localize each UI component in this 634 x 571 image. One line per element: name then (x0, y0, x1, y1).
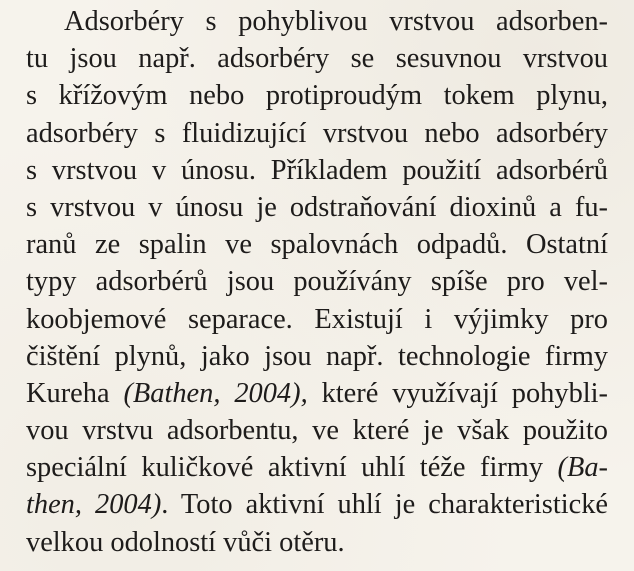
text-fragment: . Toto aktivní uhlí je charakteristické (161, 489, 609, 521)
text-line (26, 375, 608, 412)
text-line: typy adsorbérů jsou používány spíše pro vel- (26, 266, 608, 298)
text-line: ranů ze spalin ve spalovnách odpadů. Ostatní (26, 229, 608, 261)
text-line: tu jsou např. adsorbéry se sesuvnou vrstvou (26, 43, 608, 75)
text-line: s vrstvou v únosu. Příkladem použití adsorbérů (26, 154, 608, 186)
text-fragment: které využívají pohybli- (307, 377, 609, 409)
text-line: s vrstvou v únosu je odstraňování dioxinů a fu- (26, 191, 608, 223)
text-line: adsorbéry s fluidizující vrstvou nebo adsorbéry (26, 117, 608, 149)
text-line (26, 449, 608, 486)
text-line (26, 486, 608, 523)
citation: then, 2004) (26, 489, 162, 521)
text-fragment: speciální kuličkové aktivní uhlí téže firmy (26, 452, 558, 484)
citation: (Ba- (557, 452, 608, 484)
text-line: koobjemové separace. Existují i výjimky pro (26, 303, 608, 335)
citation: (Bathen, 2004), (123, 377, 308, 409)
text-line: čištění plynů, jako jsou např. technologie firmy (26, 340, 608, 372)
body-paragraph (26, 3, 608, 561)
text-line: velkou odolností vůči otěru. (26, 526, 345, 558)
text-line: s křížovým nebo protiproudým tokem plynu, (26, 80, 608, 112)
text-line: vou vrstvu adsorbentu, ve které je však použito (26, 415, 608, 447)
text-line: Adsorbéry s pohyblivou vrstvou adsorben- (64, 6, 608, 37)
text-fragment: Kureha (26, 377, 124, 409)
